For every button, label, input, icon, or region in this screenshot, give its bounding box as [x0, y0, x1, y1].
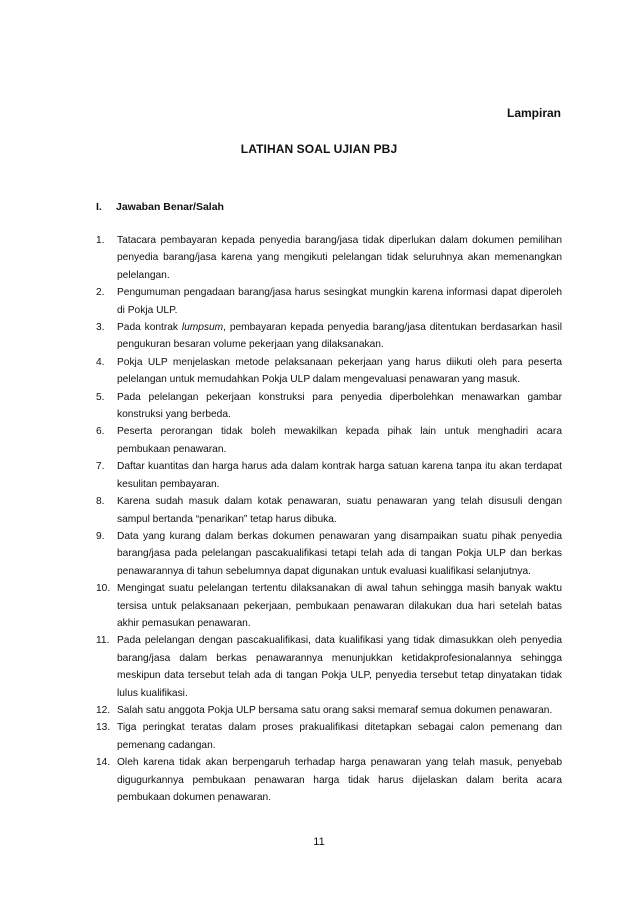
- list-item: [96, 423, 562, 458]
- item-text: Pada pelelangan pekerjaan konstruksi para penyedia diperbolehkan menawarkan gambar konstruksi yang berbeda.: [117, 391, 562, 421]
- list-item: [96, 284, 562, 319]
- item-number: 3.: [96, 322, 105, 334]
- item-number: 8.: [96, 496, 105, 508]
- item-text: Oleh karena tidak akan berpengaruh terhadap harga penawaran yang telah masuk, penyebab digugurkannya pembukaan penawaran harga tidak harus dijelaskan dalam berita acara pembukaan dokumen penawaran.: [117, 757, 562, 803]
- item-text: Mengingat suatu pelelangan tertentu dilaksanakan di awal tahun sehingga masih banyak waktu tersisa untuk pelaksanaan pekerjaan, pembukaan penawaran dilakukan dua hari setelah batas akhir pemasukan penawaran.: [117, 583, 562, 629]
- item-number: 4.: [96, 356, 105, 368]
- list-item: [96, 319, 562, 354]
- item-number: 1.: [96, 235, 105, 246]
- item-number: 5.: [96, 391, 105, 403]
- item-number: 6.: [96, 426, 105, 438]
- item-text: Pengumuman pengadaan barang/jasa harus sesingkat mungkin karena informasi dapat diperoleh di Pokja ULP.: [117, 287, 562, 316]
- item-number: 2.: [96, 287, 105, 299]
- question-list: [96, 232, 562, 806]
- section-title: Jawaban Benar/Salah: [116, 201, 224, 213]
- item-text: Tatacara pembayaran kepada penyedia barang/jasa tidak diperlukan dalam dokumen pemilihan penyedia barang/jasa karena yang mengikuti pelelangan tidak seluruhnya akan memenangkan pelelangan.: [117, 235, 562, 281]
- list-item: [96, 458, 562, 493]
- item-number: 7.: [96, 461, 105, 473]
- list-item: [96, 702, 562, 719]
- list-item: [96, 754, 562, 806]
- page-title: LATIHAN SOAL UJIAN PBJ: [240, 142, 398, 156]
- list-item: [96, 389, 562, 424]
- item-number: 14.: [96, 757, 111, 769]
- item-text: Pada pelelangan dengan pascakualifikasi, data kualifikasi yang tidak dimasukkan oleh penyedia barang/jasa dalam berkas penawarannya menunjukkan ketidakprofesionalannya sehingga meskipun data tersebut telah ada di tangan Pokja ULP, penyedia tersebut tetap dinyatakan tidak lulus kualifikasi.: [117, 635, 562, 699]
- item-number: 11.: [96, 635, 110, 647]
- section-number: I.: [96, 201, 102, 213]
- attachment-label: Lampiran: [506, 106, 561, 120]
- list-item: [96, 580, 562, 632]
- item-text: Daftar kuantitas dan harga harus ada dalam kontrak harga satuan karena tanpa itu akan terdapat kesulitan pembayaran.: [117, 461, 562, 490]
- item-number: 10.: [96, 583, 111, 595]
- item-text: Pokja ULP menjelaskan metode pelaksanaan pekerjaan yang harus diikuti oleh para peserta pelelangan untuk memudahkan Pokja ULP dalam mengevaluasi penawaran yang masuk.: [117, 356, 562, 386]
- item-number: 9.: [96, 530, 105, 542]
- list-item: [96, 232, 562, 284]
- list-item: [96, 719, 562, 754]
- list-item: [96, 632, 562, 702]
- item-text: Tiga peringkat teratas dalam proses prakualifikasi ditetapkan sebagai calon pemenang dan pemenang cadangan.: [117, 722, 562, 751]
- item-number: 12.: [96, 704, 111, 716]
- italic-term: lumpsum: [181, 322, 224, 334]
- item-text: Peserta perorangan tidak boleh mewakilkan kepada pihak lain untuk menghadiri acara pembukaan penawaran.: [117, 426, 562, 455]
- item-text: Pada kontrak lumpsum, pembayaran kepada penyedia barang/jasa ditentukan berdasarkan hasil pengukuran besaran volume pekerjaan yang dilaksanakan.: [117, 322, 562, 351]
- item-number: 13.: [96, 722, 111, 734]
- item-text: Karena sudah masuk dalam kotak penawaran, suatu penawaran yang telah disusuli dengan sampul bertanda “penarikan” tetap harus dibuka.: [117, 496, 562, 525]
- section-heading: [96, 201, 224, 213]
- list-item: [96, 493, 562, 528]
- list-item: [96, 528, 562, 580]
- list-item: [96, 354, 562, 389]
- item-text: Data yang kurang dalam berkas dokumen penawaran yang disampaikan suatu pihak penyedia barang/jasa pada pelelangan pascakualifikasi tetapi telah ada di tangan Pokja ULP dan berkas penawarannya di tahun sebelumnya dapat digunakan untuk evaluasi kualifikasi selanjutnya.: [117, 530, 562, 577]
- item-text: Salah satu anggota Pokja ULP bersama satu orang saksi memaraf semua dokumen penawaran.: [117, 704, 553, 716]
- page-number: 11: [313, 836, 325, 848]
